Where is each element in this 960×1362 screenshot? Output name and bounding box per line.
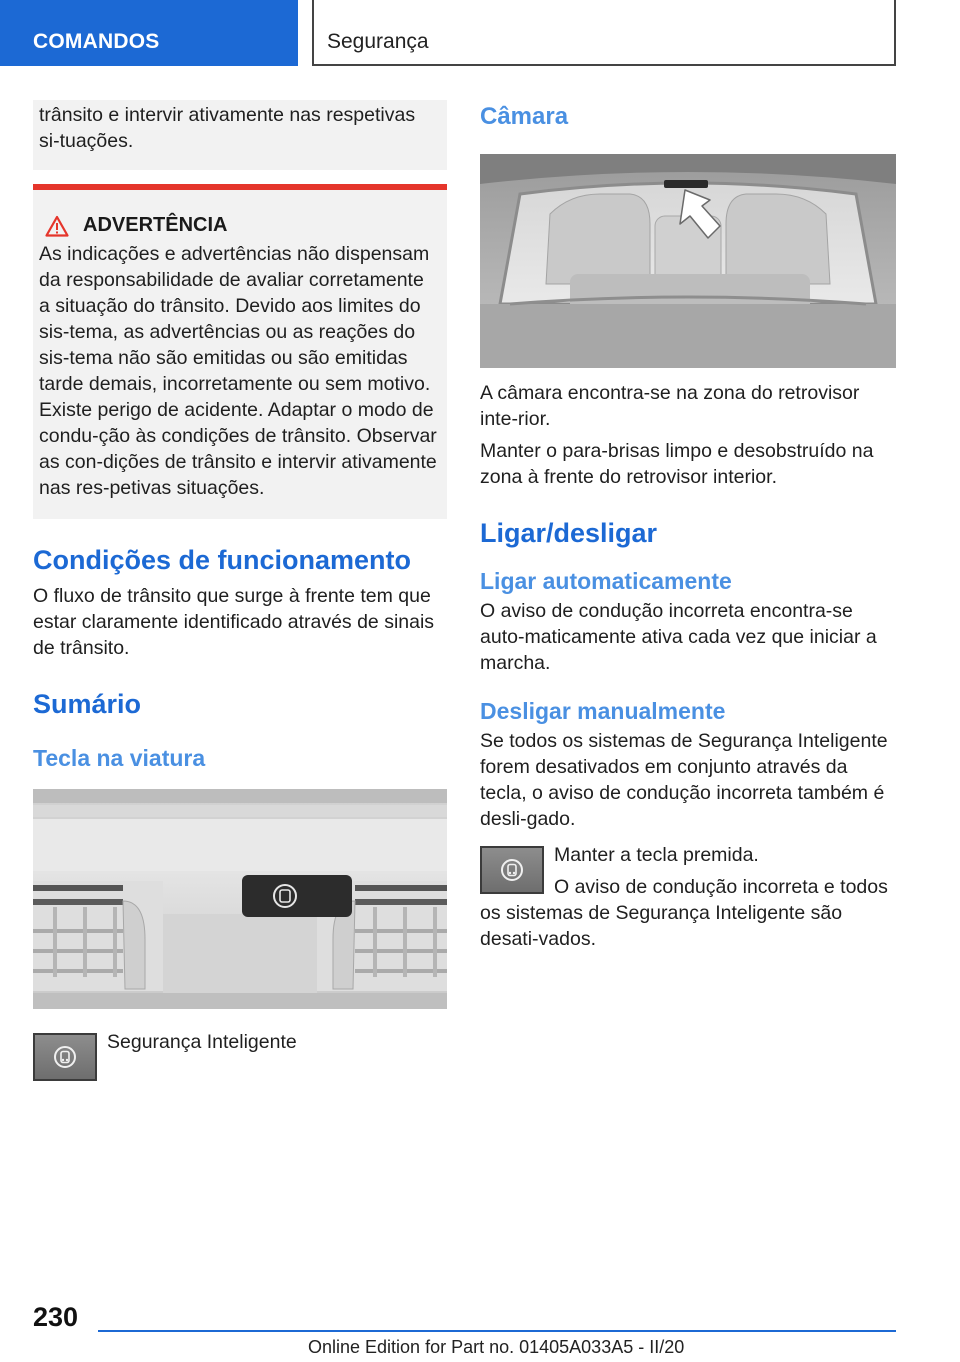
dashboard-button-photo: [33, 789, 447, 1009]
chapter-title: Segurança: [327, 30, 429, 53]
auto-text: O aviso de condução incorreta encontra-se auto-maticamente ativa cada vez que iniciar a marcha.: [480, 600, 877, 674]
section-tab: [0, 0, 298, 66]
edition-text: Online Edition for Part no. 01405A033A5 - II/20: [308, 1337, 685, 1357]
auto-heading: Ligar automaticamente: [480, 568, 732, 594]
warning-title: [33, 214, 447, 237]
warning-box: [33, 184, 447, 519]
button-heading: Tecla na viatura: [33, 745, 206, 771]
button-legend: [33, 1029, 447, 1081]
conditions-text: O fluxo de trânsito que surge à frente tem que estar claramente identificado através de sinais de trânsito.: [33, 585, 435, 659]
button-caption: Segurança Inteligente: [107, 1031, 297, 1053]
camera-text-1: A câmara encontra-se na zona do retrovisor inte-rior.: [480, 382, 860, 430]
page-number: 230: [33, 1302, 79, 1332]
manual-steps: [480, 842, 896, 952]
camera-location-photo: [480, 154, 896, 368]
step-2-text: O aviso de condução incorreta e todos os sistemas de Segurança Inteligente são desati-vados.: [480, 876, 888, 950]
intelligent-safety-button-icon: [480, 846, 544, 894]
footer-divider: [98, 1330, 896, 1332]
warning-text: As indicações e advertências não dispensam da responsabilidade de avaliar corretamente a situação do trânsito. Devido aos limites do sis-tema, as advertências ou as reações do sis-tema não são emitidas ou são emitidas tarde demais, incorretamente ou sem motivo. Existe perigo de acidente. Adaptar o modo de condu-ção às condições de trânsito. Observar as con-dições de trânsito e intervir ativamente nas res-petivas situações.: [39, 243, 437, 499]
warning-triangle-icon: [45, 215, 69, 237]
camera-heading: Câmara: [480, 103, 569, 130]
step-1-text: Manter a tecla premida.: [554, 844, 759, 866]
manual-text: Se todos os sistemas de Segurança Inteligente forem desativados em conjunto através da tecla, o aviso de condução incorreta também é desli-gado.: [480, 730, 888, 830]
summary-heading: Sumário: [33, 689, 142, 719]
chapter-header: [312, 0, 896, 66]
conditions-heading: Condições de funcionamento: [33, 545, 412, 575]
camera-text-2: Manter o para-brisas limpo e desobstruído na zona à frente do retrovisor interior.: [480, 440, 874, 488]
manual-heading: Desligar manualmente: [480, 698, 726, 724]
left-column: [33, 100, 447, 1081]
onoff-heading: Ligar/desligar: [480, 518, 658, 548]
warning-title-text: ADVERTÊNCIA: [83, 214, 228, 236]
section-title: COMANDOS: [33, 30, 160, 53]
right-column: [480, 100, 896, 952]
continued-warning-box: [33, 100, 447, 170]
intelligent-safety-button: [242, 875, 352, 917]
intelligent-safety-button-icon: [33, 1033, 97, 1081]
continued-warning-text: trânsito e intervir ativamente nas respetivas si-tuações.: [39, 104, 416, 152]
